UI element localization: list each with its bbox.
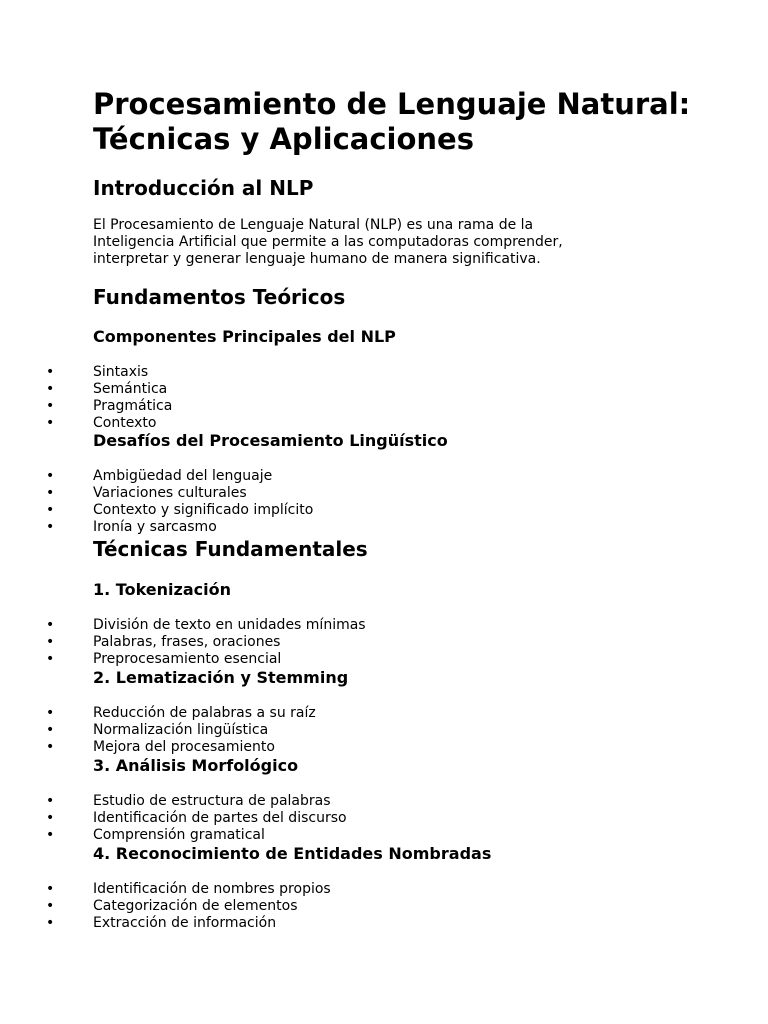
list-item: Estudio de estructura de palabras <box>93 793 331 809</box>
list-item: Ambigüedad del lenguaje <box>93 468 273 484</box>
bullet-icon: • <box>46 502 55 518</box>
bullet-icon: • <box>46 381 55 397</box>
bullet-icon: • <box>46 519 55 535</box>
entidades-heading: 4. Reconocimiento de Entidades Nombradas <box>93 844 492 863</box>
bullet-icon: • <box>46 705 55 721</box>
list-item: Pragmática <box>93 398 173 414</box>
fundamentos-heading: Fundamentos Teóricos <box>93 285 346 309</box>
list-item: Semántica <box>93 381 168 397</box>
list-item: Mejora del procesamiento <box>93 739 275 755</box>
bullet-icon: • <box>46 617 55 633</box>
list-item: División de texto en unidades mínimas <box>93 617 366 633</box>
bullet-icon: • <box>46 898 55 914</box>
bullet-icon: • <box>46 881 55 897</box>
list-item: Normalización lingüística <box>93 722 269 738</box>
bullet-icon: • <box>46 398 55 414</box>
bullet-icon: • <box>46 810 55 826</box>
bullet-icon: • <box>46 827 55 843</box>
tokenizacion-heading: 1. Tokenización <box>93 580 231 599</box>
list-item: Extracción de información <box>93 915 277 931</box>
lematizacion-heading: 2. Lematización y Stemming <box>93 668 349 687</box>
bullet-icon: • <box>46 364 55 380</box>
componentes-heading: Componentes Principales del NLP <box>93 327 396 346</box>
bullet-icon: • <box>46 634 55 650</box>
list-item: Comprensión gramatical <box>93 827 265 843</box>
bullet-icon: • <box>46 739 55 755</box>
bullet-icon: • <box>46 793 55 809</box>
list-item: Reducción de palabras a su raíz <box>93 705 316 721</box>
intro-paragraph: El Procesamiento de Lenguaje Natural (NLP) es una rama de la Inteligencia Artificial que permite a las computadoras comprender, interpretar y generar lenguaje humano de manera significativa. <box>93 217 563 267</box>
bullet-icon: • <box>46 915 55 931</box>
bullet-icon: • <box>46 485 55 501</box>
intro-heading: Introducción al NLP <box>93 176 314 200</box>
morfologico-heading: 3. Análisis Morfológico <box>93 756 299 775</box>
bullet-icon: • <box>46 468 55 484</box>
list-item: Contexto y significado implícito <box>93 502 314 518</box>
bullet-icon: • <box>46 651 55 667</box>
list-item: Categorización de elementos <box>93 898 298 914</box>
tecnicas-heading: Técnicas Fundamentales <box>93 537 368 561</box>
bullet-icon: • <box>46 415 55 431</box>
desafios-heading: Desafíos del Procesamiento Lingüístico <box>93 431 448 450</box>
document-title: Procesamiento de Lenguaje Natural: Técnicas y Aplicaciones <box>93 87 691 156</box>
list-item: Identificación de nombres propios <box>93 881 331 897</box>
list-item: Variaciones culturales <box>93 485 247 501</box>
list-item: Preprocesamiento esencial <box>93 651 282 667</box>
list-item: Identificación de partes del discurso <box>93 810 347 826</box>
list-item: Ironía y sarcasmo <box>93 519 217 535</box>
list-item: Sintaxis <box>93 364 149 380</box>
list-item: Palabras, frases, oraciones <box>93 634 281 650</box>
list-item: Contexto <box>93 415 157 431</box>
bullet-icon: • <box>46 722 55 738</box>
